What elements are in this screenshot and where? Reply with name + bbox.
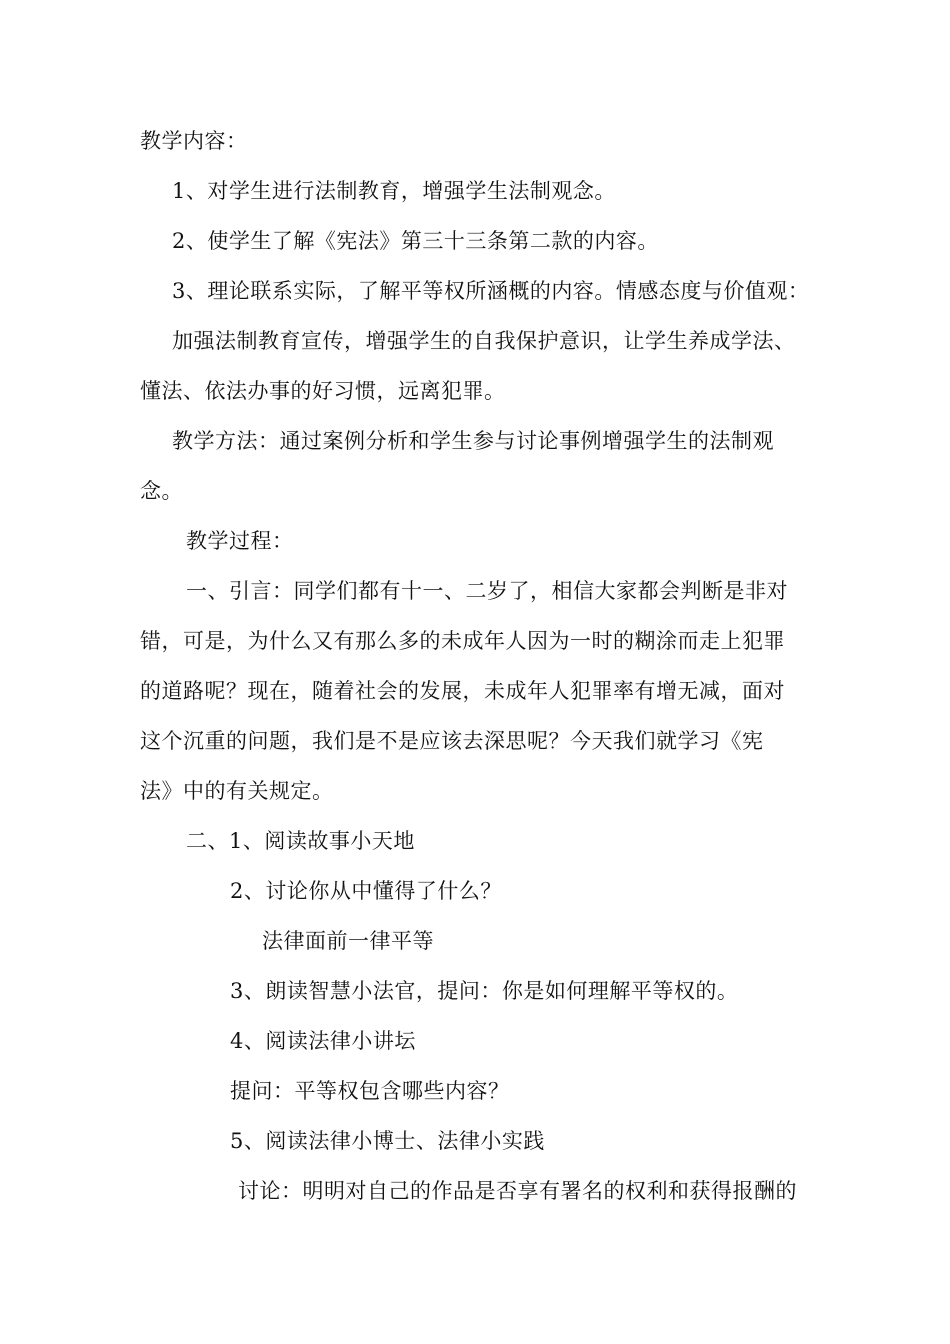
heading-teaching-process: 教学过程： <box>186 529 294 553</box>
text-line: 的道路呢？现在，随着社会的发展，未成年人犯罪率有增无减，面对 <box>140 679 785 703</box>
text-line: 念。 <box>140 479 183 503</box>
text-line: 1、对学生进行法制教育，增强学生法制观念。 <box>172 179 616 203</box>
heading-teaching-content: 教学内容： <box>140 129 248 153</box>
text-line: 提问：平等权包含哪些内容？ <box>230 1079 510 1103</box>
text-line: 加强法制教育宣传，增强学生的自我保护意识，让学生养成学法、 <box>172 329 796 353</box>
text-line: 二、1、阅读故事小天地 <box>186 829 415 853</box>
text-line: 这个沉重的问题，我们是不是应该去深思呢？今天我们就学习《宪 <box>140 729 764 753</box>
text-line: 讨论：明明对自己的作品是否享有署名的权利和获得报酬的 <box>238 1179 797 1203</box>
text-line: 2、使学生了解《宪法》第三十三条第二款的内容。 <box>172 229 659 253</box>
text-line: 2、讨论你从中懂得了什么？ <box>230 879 502 903</box>
text-line: 法律面前一律平等 <box>262 929 434 953</box>
text-line: 教学方法：通过案例分析和学生参与讨论事例增强学生的法制观 <box>172 429 774 453</box>
text-line: 错，可是，为什么又有那么多的未成年人因为一时的糊涂而走上犯罪 <box>140 629 785 653</box>
text-line: 法》中的有关规定。 <box>140 779 334 803</box>
text-line: 一、引言：同学们都有十一、二岁了，相信大家都会判断是非对 <box>186 579 788 603</box>
text-line: 懂法、依法办事的好习惯，远离犯罪。 <box>140 379 506 403</box>
text-line: 4、阅读法律小讲坛 <box>230 1029 416 1053</box>
text-line: 3、朗读智慧小法官，提问：你是如何理解平等权的。 <box>230 979 739 1003</box>
text-line: 3、理论联系实际，了解平等权所涵概的内容。情感态度与价值观： <box>172 279 810 303</box>
text-line: 5、阅读法律小博士、法律小实践 <box>230 1129 545 1153</box>
